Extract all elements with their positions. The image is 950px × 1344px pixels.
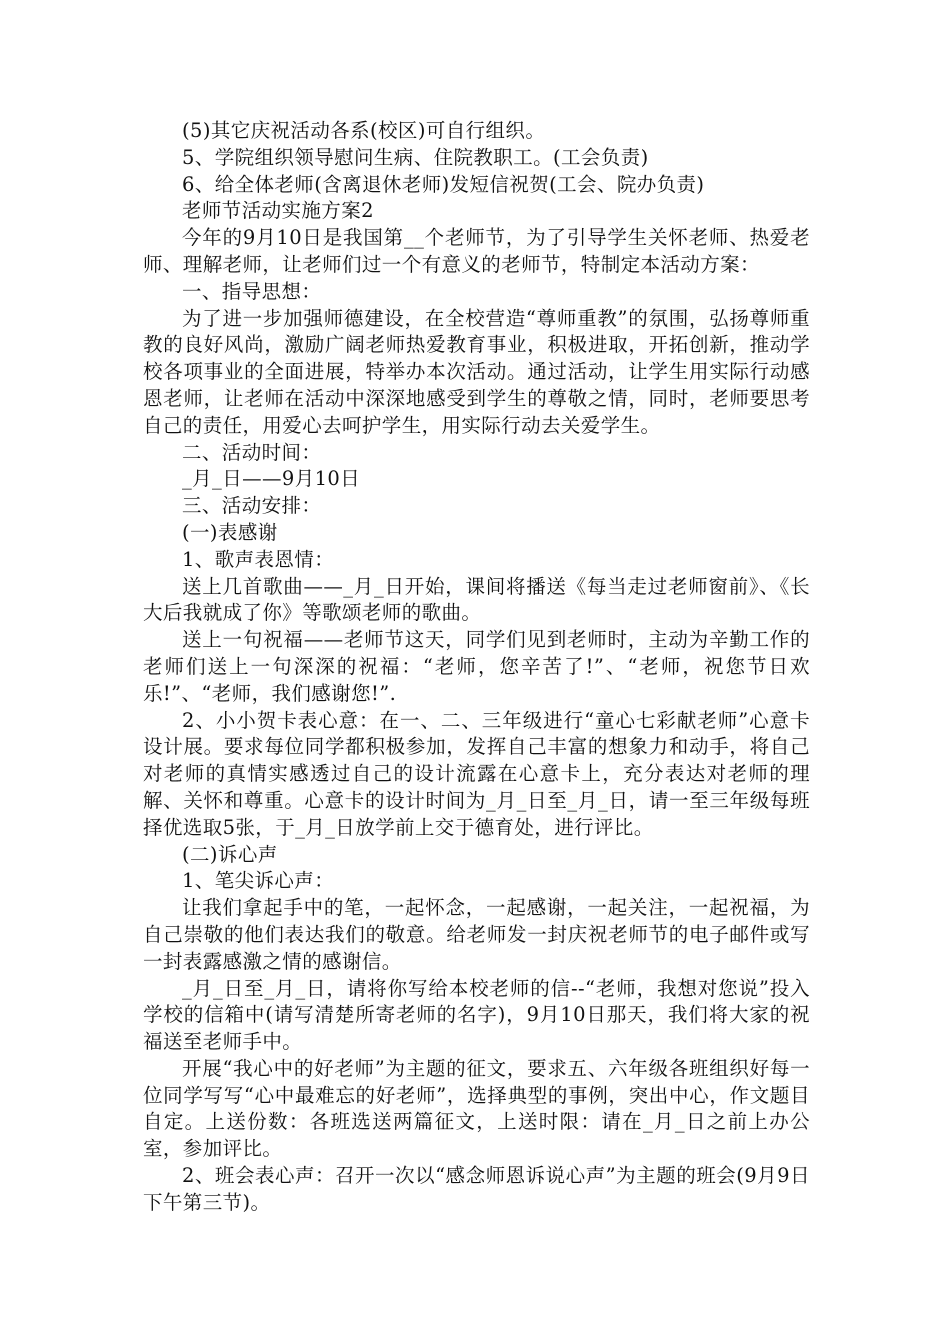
paragraph-essay: 开展“我心中的好老师”为主题的征文，要求五、六年级各班组织好每一位同学写写“心中最难忘的好老师”，选择典型的事例，突出中心，作文题目自定。上送份数：各班选送两篇征文，上送时限：请在_月_日之前上办公室，参加评比。 [143, 1056, 810, 1161]
paragraph-sms-greetings: 6、给全体老师(含离退休老师)发短信祝贺(工会、院办负责) [182, 172, 705, 196]
paragraph-guiding-idea: 为了进一步加强师德建设，在全校营造“尊师重教”的氛围，弘扬尊师重教的良好风尚，激励广阔老师热爱教育事业，积极进取，开拓创新，推动学校各项事业的全面进展，特举办本次活动。通过活动，让学生用实际行动感恩老师，让老师在活动中深深地感受到学生的尊敬之情，同时，老师要思考自己的责任，用爱心去呵护学生，用实际行动去关爱学生。 [143, 306, 810, 437]
heading-activity-time: 二、活动时间： [182, 440, 322, 464]
paragraph-letters: _月_日至_月_日，请将你写给本校老师的信--“老师，我想对您说”投入学校的信箱中(请写清楚所寄老师的名字)，9月10日那天，我们将大家的祝福送至老师手中。 [143, 976, 810, 1054]
subheading-express-thanks: (一)表感谢 [182, 520, 278, 544]
section-title-plan-2: 老师节活动实施方案2 [182, 199, 374, 223]
paragraph-intro: 今年的9月10日是我国第__个老师节，为了引导学生关怀老师、热爱老师、理解老师，让老师们过一个有意义的老师节，特制定本活动方案： [143, 226, 810, 276]
heading-guiding-idea: 一、指导思想： [182, 279, 322, 303]
document-body [143, 118, 810, 1217]
paragraph-visit-sick-staff: 5、学院组织领导慰问生病、住院教职工。(工会负责) [182, 145, 649, 169]
paragraph-greeting-cards: 2、小小贺卡表心意：在一、二、三年级进行“童心七彩献老师”心意卡设计展。要求每位同学都积极参加，发挥自己丰富的想象力和动手，将自己对老师的真情实感透过自己的设计流露在心意卡上，充分表达对老师的理解、关怀和尊重。心意卡的设计时间为_月_日至_月_日，请一至三年级每班择优选取5张，于_月_日放学前上交于德育处，进行评比。 [143, 708, 810, 839]
paragraph-activity-date: _月_日——9月10日 [182, 467, 361, 491]
paragraph-songs: 送上几首歌曲——_月_日开始，课间将播送《每当走过老师窗前》、《长大后我就成了你》等歌颂老师的歌曲。 [143, 574, 810, 625]
paragraph-other-celebrations: (5)其它庆祝活动各系(校区)可自行组织。 [182, 119, 546, 142]
subheading-speak-heart: (二)诉心声 [182, 842, 278, 866]
paragraph-class-meeting: 2、班会表心声：召开一次以“感念师恩诉说心声”为主题的班会(9月9日下午第三节)。 [143, 1164, 810, 1214]
paragraph-pen-voice: 让我们拿起手中的笔，一起怀念，一起感谢，一起关注，一起祝福，为自己崇敬的他们表达我们的敬意。给老师发一封庆祝老师节的电子邮件或写一封表露感激之情的感谢信。 [143, 896, 810, 973]
item-pen-voice: 1、笔尖诉心声： [182, 869, 335, 893]
paragraph-blessing: 送上一句祝福——老师节这天，同学们见到老师时，主动为辛勤工作的老师们送上一句深深的祝福：“老师，您辛苦了!”、“老师，祝您节日欢乐!”、“老师，我们感谢您!”. [143, 628, 810, 705]
heading-activity-arrangement: 三、活动安排： [182, 494, 322, 518]
item-songs: 1、歌声表恩情： [182, 547, 335, 571]
